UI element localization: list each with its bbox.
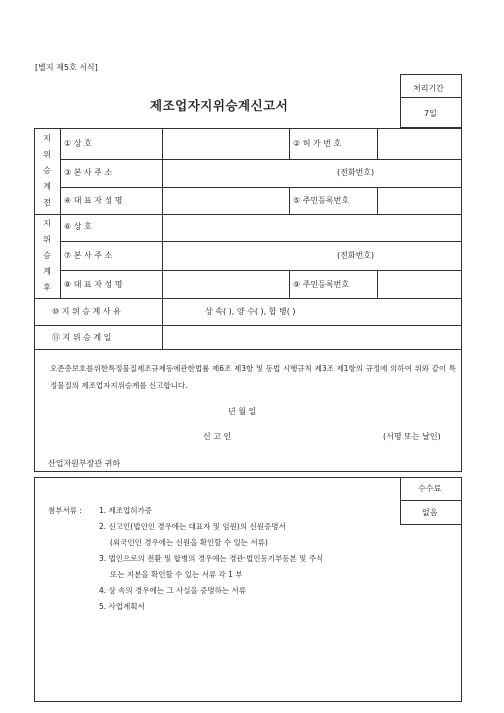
attachment-item: 또는 지분을 확인할 수 있는 서류 각 1 부 bbox=[110, 570, 243, 579]
attachment-item: (외국인인 경우에는 신원을 확인할 수 있는 서류) bbox=[110, 538, 268, 547]
field-label-license-number: ② 허 가 번 호 bbox=[293, 139, 342, 148]
representative-after-input[interactable] bbox=[163, 271, 288, 297]
representative-input[interactable] bbox=[163, 188, 288, 213]
field-label-resident-number-after: ⑨ 주민등록번호 bbox=[293, 280, 350, 289]
attachment-item: 1. 제조업허가증 bbox=[99, 506, 153, 515]
document-title: 제조업자지위승계신고서 bbox=[150, 98, 289, 113]
field-label-succession-reason: ⑩ 지 위 승 계 사 유 bbox=[52, 307, 121, 316]
declaration-text: 오존층보호를위한특정물질제조규제등에관한법률 제6조 제3항 및 동법 시행규칙 제3조 제1항의 규정에 의하여 위와 같이 특정물질의 제조업자지위승계를 신고합니다. bbox=[50, 364, 456, 390]
addressee: 산업자원부장관 귀하 bbox=[48, 459, 121, 468]
section-after-label: 지 위 승 계 후 bbox=[43, 219, 51, 292]
signature-label: (서명 또는 날인) bbox=[383, 432, 441, 441]
hq-address-after-input[interactable] bbox=[163, 242, 461, 269]
field-label-hq-address: ③ 본 사 주 소 bbox=[64, 168, 113, 177]
attachment-item: 3. 법인으로의 전환 및 합병의 경우에는 경관·법인등기부등본 및 주식 bbox=[99, 554, 324, 563]
fee-value: 없음 bbox=[422, 508, 438, 517]
attachments-label: 첨부서류 : bbox=[48, 506, 82, 515]
license-number-input[interactable] bbox=[378, 129, 461, 158]
fee-label: 수수료 bbox=[418, 484, 442, 493]
section-before-label: 지 위 승 계 전 bbox=[43, 134, 51, 207]
column-divider bbox=[289, 128, 290, 159]
trade-name-after-input[interactable] bbox=[163, 215, 461, 240]
applicant-label: 신 고 인 bbox=[203, 432, 232, 441]
field-label-representative: ④ 대 표 자 성 명 bbox=[64, 196, 123, 205]
field-label-representative-after: ⑧ 대 표 자 성 명 bbox=[64, 280, 123, 289]
field-label-trade-name-after: ⑥ 상 호 bbox=[64, 222, 92, 231]
resident-number-after-input[interactable] bbox=[378, 271, 461, 297]
succession-reason-options: 상 속( ), 양 수( ), 합 병( ) bbox=[205, 307, 296, 316]
field-label-hq-address-after: ⑦ 본 사 주 소 bbox=[64, 251, 113, 260]
attachment-item: 4. 상 속의 경우에는 그 사실을 증명하는 서류 bbox=[99, 586, 247, 595]
phone-label-before: (전화번호) bbox=[337, 168, 375, 177]
trade-name-input[interactable] bbox=[163, 129, 288, 158]
column-divider bbox=[60, 128, 61, 298]
column-divider bbox=[289, 187, 290, 214]
section-divider bbox=[34, 298, 462, 299]
date-line: 년 월 일 bbox=[228, 407, 257, 416]
form-label: [별지 제5호 서식] bbox=[35, 63, 98, 72]
succession-date-input[interactable] bbox=[163, 326, 461, 349]
field-label-resident-number: ⑤ 주민등록번호 bbox=[293, 196, 350, 205]
resident-number-input[interactable] bbox=[378, 188, 461, 213]
column-divider bbox=[289, 270, 290, 298]
field-label-trade-name: ① 상 호 bbox=[64, 139, 92, 148]
attachment-item: 5. 사업계획서 bbox=[99, 602, 145, 611]
attachment-item: 2. 신고인(법인인 경우에는 대표자 및 임원)의 신원증명서 bbox=[99, 522, 286, 531]
processing-period-label: 처리기간 bbox=[413, 84, 444, 93]
processing-period-value: 7일 bbox=[424, 109, 437, 118]
field-label-succession-date: ⑪ 지 위 승 계 일 bbox=[52, 333, 112, 342]
phone-label-after: (전화번호) bbox=[337, 251, 375, 260]
hq-address-input[interactable] bbox=[163, 160, 461, 186]
